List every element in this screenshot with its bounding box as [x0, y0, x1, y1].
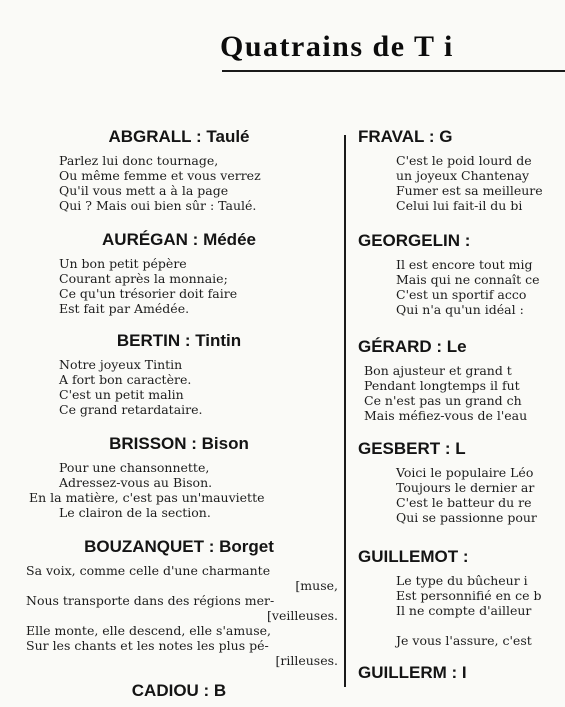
quatrain-entry — [358, 546, 565, 648]
quatrain-text — [20, 357, 338, 417]
quatrain-text — [358, 257, 565, 317]
verse-line — [358, 618, 565, 633]
verse-line: [muse, — [295, 578, 338, 593]
entry-heading: BOUZANQUET : Borget — [84, 537, 274, 556]
verse-line: Adressez-vous au Bison. — [59, 475, 213, 490]
verse-line: [veilleuses. — [267, 608, 338, 623]
verse-line: Ce qu'un trésorier doit faire — [59, 286, 238, 301]
left-column — [20, 0, 338, 700]
entry-heading: GUILLEMOT : — [358, 547, 469, 566]
verse-line: Qui ? Mais oui bien sûr : Taulé. — [59, 198, 257, 213]
entry-heading: FRAVAL : G — [358, 127, 453, 146]
verse-line: Mais qui ne connaît ce — [396, 272, 540, 287]
quatrain-entry — [358, 126, 565, 213]
entry-heading: GUILLERM : I — [358, 663, 467, 682]
verse-line: Pendant longtemps il fut — [364, 378, 520, 393]
verse-line: Celui lui fait-il du bi — [396, 198, 523, 213]
entry-heading: BRISSON : Bison — [109, 434, 249, 453]
column-divider — [344, 135, 346, 687]
right-column — [358, 0, 565, 687]
quatrain-text — [20, 256, 338, 316]
entry-heading: AURÉGAN : Médée — [102, 230, 256, 249]
quatrain-entry — [20, 229, 338, 316]
verse-line: A fort bon caractère. — [59, 372, 192, 387]
verse-line: Elle monte, elle descend, elle s'amuse, — [26, 623, 272, 638]
verse-line: Sur les chants et les notes les plus pé- — [26, 638, 269, 653]
quatrain-entry — [358, 438, 565, 525]
verse-line: Toujours le dernier ar — [396, 480, 535, 495]
verse-line: Est personnifié en ce b — [396, 588, 542, 603]
verse-line: C'est un sportif acco — [396, 287, 527, 302]
verse-line: Courant après la monnaie; — [59, 271, 228, 286]
quatrain-entry — [20, 433, 338, 520]
quatrain-text — [20, 153, 338, 213]
verse-line: Fumer est sa meilleure — [396, 183, 543, 198]
entry-heading: GESBERT : L — [358, 439, 466, 458]
verse-line: Qui n'a qu'un idéal : — [396, 302, 524, 317]
verse-line: Voici le populaire Léo — [396, 465, 534, 480]
verse-line: Le clairon de la section. — [59, 505, 211, 520]
verse-line: En la matière, c'est pas un'mauviette — [29, 490, 265, 505]
entry-heading: ABGRALL : Taulé — [108, 127, 250, 146]
quatrain-text — [20, 460, 338, 520]
verse-line: Parlez lui donc tournage, — [59, 153, 219, 168]
verse-line: Je vous l'assure, c'est — [396, 633, 532, 648]
quatrain-text — [20, 563, 338, 668]
quatrain-entry — [358, 336, 565, 423]
verse-line: Un bon petit pépère — [59, 256, 187, 271]
quatrain-entry — [358, 230, 565, 317]
quatrain-entry — [20, 330, 338, 417]
verse-line: un joyeux Chantenay — [396, 168, 530, 183]
quatrain-entry — [358, 662, 565, 689]
quatrain-text — [358, 465, 565, 525]
quatrain-text — [358, 573, 565, 648]
quatrain-text — [358, 363, 565, 423]
quatrain-entry — [20, 536, 338, 668]
verse-line: C'est un petit malin — [59, 387, 184, 402]
verse-line: Notre joyeux Tintin — [59, 357, 183, 372]
verse-line: C'est le batteur du re — [396, 495, 532, 510]
verse-line: Nous transporte dans des régions mer- — [26, 593, 275, 608]
verse-line: Ce grand retardataire. — [59, 402, 203, 417]
verse-line: [rilleuses. — [275, 653, 338, 668]
quatrain-entry — [20, 680, 338, 707]
verse-line: Ou même femme et vous verrez — [59, 168, 261, 183]
verse-line: Ce n'est pas un grand ch — [364, 393, 522, 408]
verse-line: Il ne compte d'ailleur — [396, 603, 532, 618]
verse-line: Est fait par Amédée. — [59, 301, 190, 316]
verse-line: Qui se passionne pour — [396, 510, 537, 525]
verse-line: Mais méfiez-vous de l'eau — [364, 408, 528, 423]
quatrain-entry — [20, 126, 338, 213]
verse-line: Il est encore tout mig — [396, 257, 533, 272]
entry-heading: CADIOU : B — [131, 681, 227, 700]
verse-line: Qu'il vous mett a à la page — [59, 183, 229, 198]
entry-heading: GEORGELIN : — [358, 231, 471, 250]
entry-heading: BERTIN : Tintin — [116, 331, 242, 350]
verse-line: Pour une chansonnette, — [59, 460, 210, 475]
page-title: Quatrains de T i — [220, 30, 454, 63]
verse-line: Bon ajusteur et grand t — [364, 363, 512, 378]
quatrain-text — [358, 153, 565, 213]
verse-line: C'est le poid lourd de — [396, 153, 532, 168]
verse-line: Sa voix, comme celle d'une charmante — [26, 563, 271, 578]
entry-heading: GÉRARD : Le — [358, 337, 467, 356]
verse-line: Le type du bûcheur i — [396, 573, 528, 588]
